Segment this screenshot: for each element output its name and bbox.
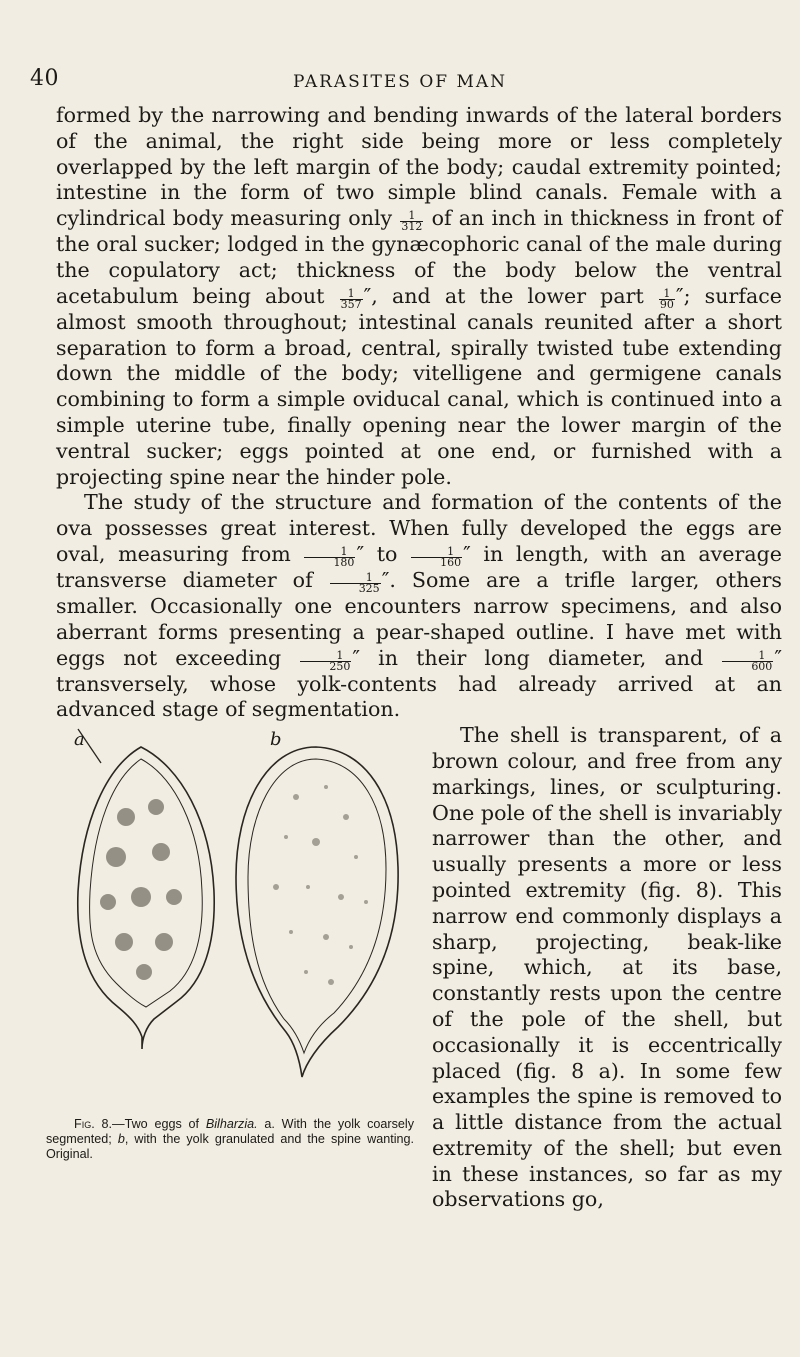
figure-label-b: b — [270, 729, 282, 751]
egg-b-shell — [236, 747, 398, 1077]
running-head: PARASITES OF MAN — [292, 72, 508, 92]
fraction-1-160: $\frac{1}{160}$ — [411, 547, 462, 568]
paragraph-3: a b Fig. 8.—Two eggs of Bilharzia. a. With the yolk coarsely segmented; b, with the yolk granulated and the spine wanting. Original. The shell is transparent, of a brown colour, and free from any markings, lines, or sculpturing. One pole of the shell is invariably narrower than the other, and usually presents a more or less pointed extremity (fig. 8). This narrow end commonly displays a sharp, projecting, beak-like spine, which, at its base, constantly rests upon the centre of the pole of the shell, but occasionally it is eccentrically placed (fig. 8 a). In some few examples the spine is removed to a little distance from the actual extremity of the shell; but even in these instances, so far as my observations go, — [46, 723, 782, 1212]
egg-illustration — [46, 727, 418, 1112]
paragraph-2: The study of the structure and formation of the contents of the ova possesses great interest. When fully developed the eggs are oval, measuring from $\frac{1}{180}$ ″ to $\frac{1}{160}$ ″ in length, with an average transverse diameter of $\frac{1}{325}$ ″. Some are a trifle larger, others smaller. Occasionally one encounters narrow specimens, and also aberrant forms presenting a pear-shaped outline. I have met with eggs not exceeding $\frac{1}{250}$ ″ in their long diameter, and $\frac{1}{600}$ ″ transversely, whose yolk-contents had already arrived at an advanced stage of segmentation. — [56, 490, 783, 722]
paragraph-1: formed by the narrowing and bending inwards of the lateral borders of the animal, the right side being more or less completely overlapped by the left margin of the body; caudal extremity pointed; intestine in the form of two simple blind canals. Female with a cylindrical body measuring only $\frac{1}{312}$ of an inch in thickness in front of the oral sucker; lodged in the gynæcophoric canal of the male during the copulatory act; thickness of the body below the ventral acetabulum being about $\frac{1}{357}$ ″, and at the lower part $\frac{1}{90}$ ″; surface almost smooth throughout; intestinal canals reunited after a short separation to form a broad, central, spirally twisted tube extending down the middle of the body; vitelligene and germigene canals combining to form a simple oviducal canal, which is continued into a simple uterine tube, finally opening near the lower margin of the ventral sucker; eggs pointed at one end, or furnished with a projecting spine near the hinder pole. — [56, 103, 782, 489]
page-number: 40 — [30, 66, 59, 91]
fraction-1-325: $\frac{1}{325}$ — [330, 573, 381, 594]
fraction-1-357: $\frac{1}{357}$ — [340, 286, 362, 311]
figure-label-a: a — [74, 729, 85, 751]
figure-8 — [46, 727, 418, 1192]
fraction-1-312: $\frac{1}{312}$ — [401, 209, 423, 234]
fraction-1-90: $\frac{1}{90}$ — [659, 286, 674, 311]
figure-caption: Fig. 8.—Two eggs of Bilharzia. a. With the yolk coarsely segmented; b, with the yolk granulated and the spine wanting. Original. — [46, 1117, 415, 1162]
fraction-1-180: $\frac{1}{180}$ — [304, 547, 355, 568]
body-text — [46, 103, 783, 1213]
fraction-1-600: $\frac{1}{600}$ — [722, 651, 773, 672]
egg-b-inner — [248, 759, 386, 1053]
fraction-1-250: $\frac{1}{250}$ — [300, 651, 351, 672]
